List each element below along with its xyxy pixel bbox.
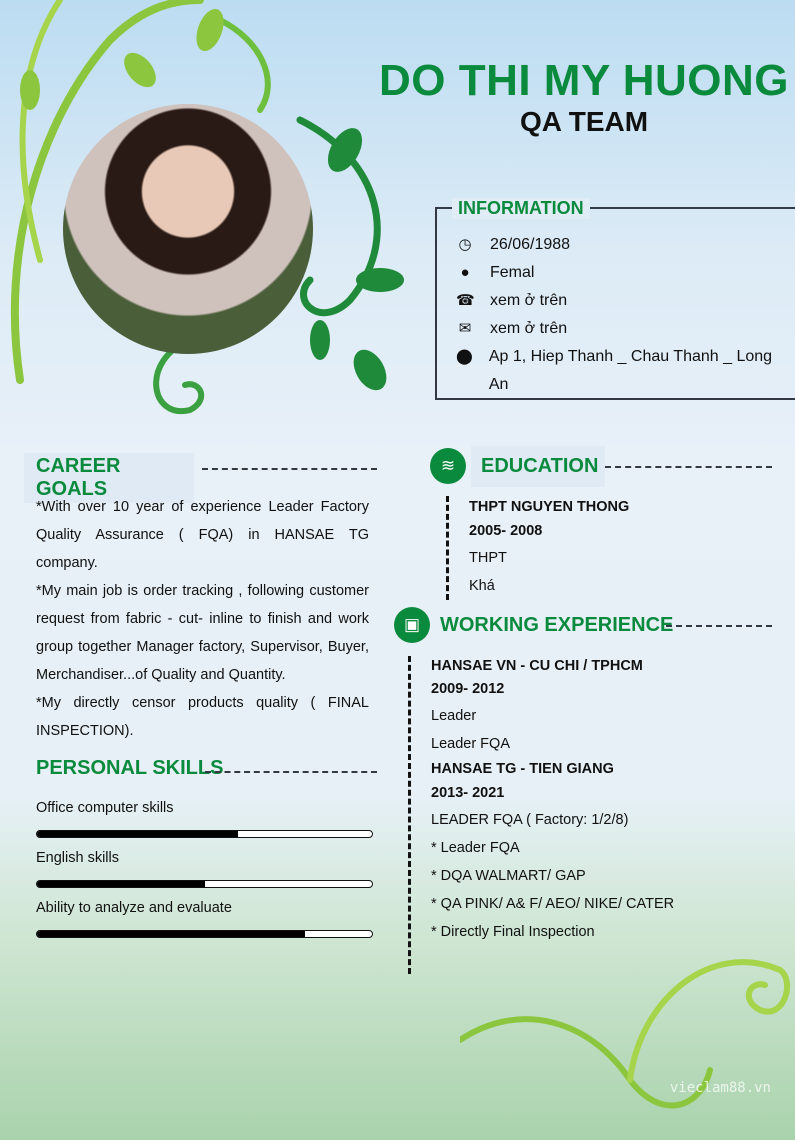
career-goals-text: *With over 10 year of experience Leader Factory Quality Assurance ( FQA) in HANSAE TG company. *My main job is order tracking , following customer request from fabric - cut- inline to finish and work group together Manager factory, Supervisor, Buyer, Merchandiser...of Quality and Quantity. *My directly censor products quality ( FINAL INSPECTION). (36, 499, 369, 739)
working-experience-title: WORKING EXPERIENCE (440, 614, 674, 636)
education-school: THPT NGUYEN THONG (469, 499, 630, 515)
profile-photo (63, 104, 313, 354)
floral-decoration-bottom-right (460, 940, 795, 1140)
info-email: ✉ xem ở trên (456, 315, 567, 343)
user-icon: ● (460, 264, 470, 281)
id-card-icon: ▣ (394, 607, 430, 643)
info-address: ⬤ Ap 1, Hiep Thanh _ Chau Thanh _ Long An (456, 343, 776, 399)
timeline-line (408, 656, 411, 974)
info-gender: ● Femal (456, 259, 534, 287)
job-line: Leader (431, 708, 477, 724)
job-company: HANSAE VN - CU CHI / TPHCM (431, 658, 643, 674)
education-years: 2005- 2008 (469, 523, 543, 539)
phone-icon: ☎ (456, 292, 475, 309)
education-grade: Khá (469, 578, 495, 594)
divider (666, 625, 772, 627)
clock-icon: ◷ (458, 236, 472, 253)
career-goals-title: CAREER GOALS (24, 453, 194, 503)
info-birthdate: ◷ 26/06/1988 (456, 231, 570, 259)
job-line: LEADER FQA ( Factory: 1/2/8) (431, 812, 629, 828)
map-marker-icon: ⬤ (456, 348, 473, 365)
job-years: 2009- 2012 (431, 681, 505, 697)
skill-bar (36, 880, 373, 888)
info-phone: ☎ xem ở trên (456, 287, 567, 315)
skill-label: Ability to analyze and evaluate (36, 900, 232, 916)
skill-bar (36, 930, 373, 938)
education-degree: THPT (469, 550, 507, 566)
job-line: * QA PINK/ A& F/ AEO/ NIKE/ CATER (431, 896, 675, 912)
envelope-icon: ✉ (458, 320, 472, 337)
job-company: HANSAE TG - TIEN GIANG (431, 761, 614, 777)
divider (205, 771, 377, 773)
job-line: * Directly Final Inspection (431, 924, 595, 940)
skill-label: English skills (36, 850, 119, 866)
divider (605, 466, 772, 468)
candidate-name: DO THI MY HUONG (378, 56, 789, 105)
divider (202, 468, 377, 470)
watermark: vieclam88.vn (669, 1080, 771, 1096)
information-title: INFORMATION (452, 198, 590, 219)
job-line: Leader FQA (431, 736, 510, 752)
education-title: EDUCATION (471, 446, 605, 487)
job-line: * DQA WALMART/ GAP (431, 868, 586, 884)
job-years: 2013- 2021 (431, 785, 505, 801)
job-line: * Leader FQA (431, 840, 520, 856)
skill-bar (36, 830, 373, 838)
candidate-role: QA TEAM (520, 106, 649, 137)
personal-skills-title: PERSONAL SKILLS (36, 757, 224, 779)
layers-icon: ≋ (430, 448, 466, 484)
timeline-line (446, 496, 449, 600)
skill-label: Office computer skills (36, 800, 174, 816)
